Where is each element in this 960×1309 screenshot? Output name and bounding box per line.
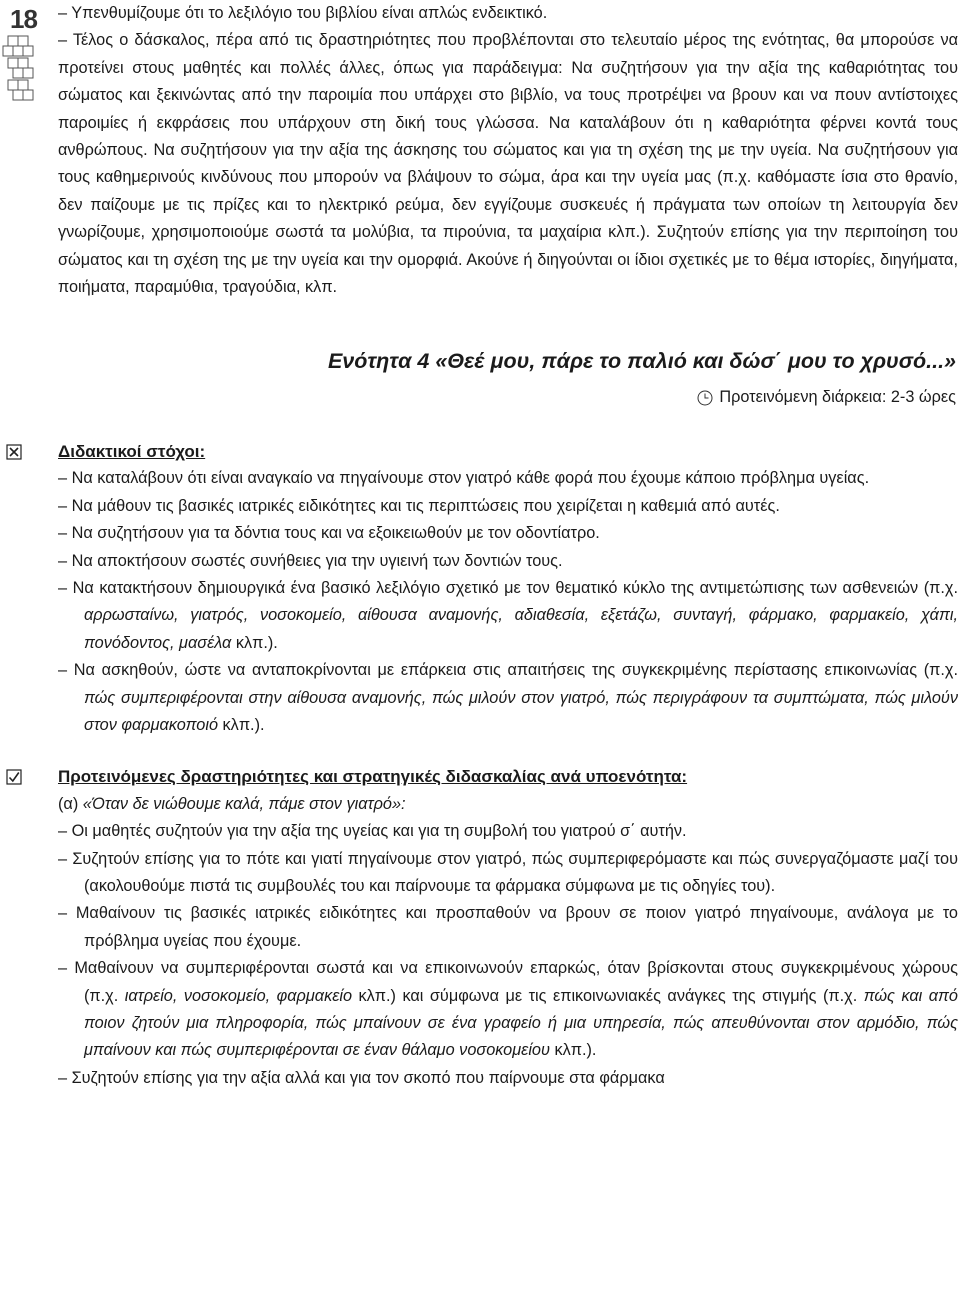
- list-item: – Οι μαθητές συζητούν για την αξία της υγείας και για τη συμβολή του γιατρού σ΄ αυτήν.: [58, 818, 958, 845]
- page-content: [58, 0, 958, 1092]
- list-item: – Να καταλάβουν ότι είναι αναγκαίο να πηγαίνουμε στον γιατρό κάθε φορά που έχουμε κάποιο πρόβλημα υγείας.: [58, 465, 958, 492]
- activities-heading: [58, 763, 958, 790]
- section-title: Ενότητα 4 «Θεέ μου, πάρε το παλιό και δώσ΄ μου το χρυσό...»: [327, 349, 956, 374]
- objectives-heading: [58, 438, 958, 465]
- item-text-end: κλπ.).: [231, 633, 278, 652]
- list-item: – Μαθαίνουν τις βασικές ιατρικές ειδικότητες και προσπαθούν να βρουν σε ποιον γιατρό πηγαίνουμε, ανάλογα με το πρόβλημα υγείας που έχουμε.: [58, 900, 958, 955]
- list-item: – Να συζητήσουν για τα δόντια τους και να εξοικειωθούν με τον οδοντίατρο.: [58, 520, 958, 547]
- checkbox-check-icon: [6, 769, 22, 785]
- objectives-heading-text: Διδακτικοί στόχοι:: [58, 441, 206, 461]
- grid-pattern-icon: [2, 34, 44, 106]
- list-item: [58, 575, 958, 657]
- item-text: Μαθαίνουν να συμπεριφέρονται σωστά και να επικοινωνούν επαρκώς, όταν βρίσκονται στους συγκεκριμένους χώρους (π.χ.: [74, 959, 958, 1005]
- duration: [58, 384, 958, 411]
- item-text-mid: κλπ.) και σύμφωνα με τις επικοινωνιακές ανάγκες της στιγμής (π.χ.: [352, 986, 864, 1005]
- list-item: [58, 657, 958, 739]
- item-text: Να ασκηθούν, ώστε να ανταποκρίνονται με επάρκεια στις απαιτήσεις της συγκεκριμένης περίστασης επικοινωνίας (π.χ.: [73, 661, 958, 680]
- list-item: – Να αποκτήσουν σωστές συνήθειες για την υγιεινή των δοντιών τους.: [58, 548, 958, 575]
- activities-list: [58, 791, 958, 1092]
- list-item: – Συζητούν επίσης για την αξία αλλά και για τον σκοπό που παίρνουμε στα φάρμακα: [58, 1065, 958, 1092]
- item-emphasis: πώς συμπεριφέρονται στην αίθουσα αναμονής, πώς μιλούν στον γιατρό, πώς περιγράφουν τα συμπτώματα, πώς μιλούν στον φαρμακοποιό: [84, 688, 958, 734]
- clock-icon: [697, 390, 713, 406]
- item-text: Να κατακτήσουν δημιουργικά ένα βασικό λεξιλόγιο σχετικό με τον θεματικό κύκλο της αντιμετώπισης των ασθενειών (π.χ.: [72, 578, 958, 597]
- subsection-name: «Όταν δε νιώθουμε καλά, πάμε στον γιατρό»:: [82, 794, 406, 813]
- intro-paragraph: – Τέλος ο δάσκαλος, πέρα από τις δραστηριότητες που προβλέπονται στο τελευταίο μέρος της ενότητας, θα μπορούσε να προτείνει στους μαθητές και πολλές άλλες, όπως για παράδειγμα: Να συζητήσουν για την αξία της καθαριότητας του σώματος και ξεκινώντας από την παροιμία που υπάρχει στο βιβλίο, να τους προτρέψει να βρουν και να πουν αντίστοιχες παροιμίες ή εκφράσεις που υπάρχουν στη δική τους γλώσσα. Να καταλάβουν ότι η καθαριότητα φέρνει κοντά τους ανθρώπους. Να συζητήσουν για την αξία της άσκησης του σώματος και για τη σχέση της με την υγεία. Να συζητήσουν για τους καθημερινούς κινδύνους που μπορούν να βλάψουν το σώμα, άρα και την υγεία μας (π.χ. καθόμαστε ίσια στο θρανίο, δεν παίζουμε με τις πρίζες και το ηλεκτρικό ρεύμα, δεν εγγίζουμε συσκευές ή πράγματα των οποίων τη λειτουργία δεν γνωρίζουμε, χρησιμοποιούμε σωστά τα μολύβια, τα πιρούνια, τα μαχαίρια κλπ.). Συζητούν επίσης για την περιποίηση του σώματος και τη σχέση της με την υγεία και την ομορφιά. Ακούνε ή διηγούνται οι ίδιοι σχετικές με το θέμα ιστορίες, διηγήματα, ποιήματα, παραμύθια, τραγούδια, κλπ.: [58, 31, 958, 297]
- duration-text: Προτεινόμενη διάρκεια: 2-3 ώρες: [719, 388, 956, 407]
- page-number: 18: [10, 4, 37, 34]
- checkbox-x-icon: [6, 444, 22, 460]
- reminder-line: – Υπενθυμίζουμε ότι το λεξιλόγιο του βιβλίου είναι απλώς ενδεικτικό.: [58, 4, 548, 22]
- item-text-end: κλπ.).: [218, 715, 265, 734]
- list-item: – Να μάθουν τις βασικές ιατρικές ειδικότητες και τις περιπτώσεις που χειρίζεται η καθεμιά από αυτές.: [58, 493, 958, 520]
- list-item: – Συζητούν επίσης για το πότε και γιατί πηγαίνουμε στον γιατρό, πώς συμπεριφερόμαστε και πώς συνεργαζόμαστε μαζί του (ακολουθούμε πιστά τις συμβουλές του και παίρνουμε τα φάρμακα σύμφωνα με τις οδηγίες του).: [58, 846, 958, 901]
- objectives-list: [58, 465, 958, 739]
- item-text-end: κλπ.).: [549, 1041, 597, 1060]
- item-emphasis: αρρωσταίνω, γιατρός, νοσοκομείο, αίθουσα αναμονής, αδιαθεσία, εξετάζω, συνταγή, φάρμακο, φαρμακείο, χάπι, πονόδοντος, μασέλα: [84, 606, 958, 652]
- subsection-title: [58, 791, 958, 818]
- activities-heading-text: Προτεινόμενες δραστηριότητες και στρατηγικές διδασκαλίας ανά υποενότητα:: [58, 767, 688, 787]
- subsection-label: (α): [58, 794, 83, 813]
- item-emphasis-2: πώς και από ποιον ζητούν μια πληροφορία, πώς μπαίνουν σε ένα γραφείο ή μια υπηρεσία, πώς απευθύνονται στον αρμόδιο, πώς μπαίνουν και πώς συμπεριφέρονται σε έναν θάλαμο νοσοκομείου: [84, 986, 958, 1060]
- list-item: [58, 955, 958, 1065]
- item-emphasis: ιατρείο, νοσοκομείο, φαρμακείο: [124, 986, 353, 1005]
